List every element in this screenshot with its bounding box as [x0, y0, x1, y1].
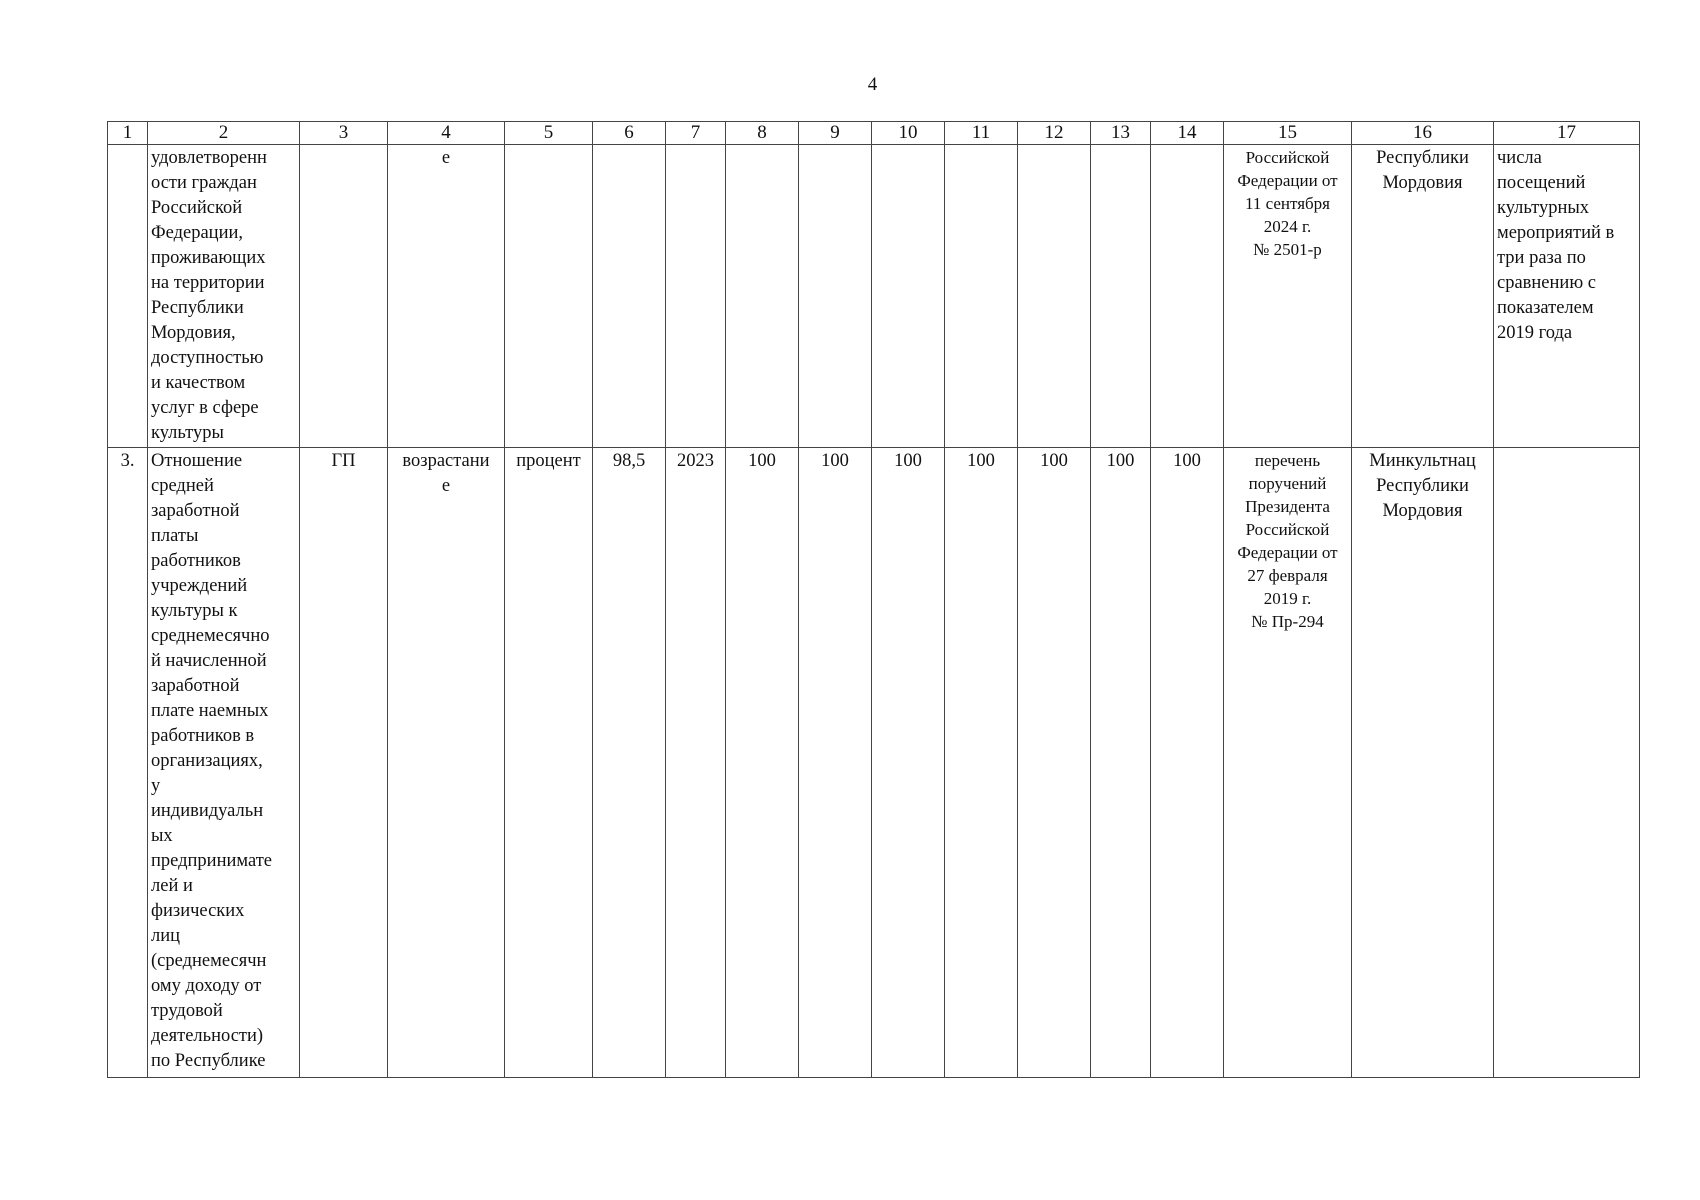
value-cell: 100	[726, 448, 799, 1078]
table-header-row	[108, 122, 1640, 145]
value-cell: 100	[1151, 448, 1224, 1078]
header-cell: 9	[799, 122, 872, 145]
header-cell: 11	[945, 122, 1018, 145]
value-cell	[726, 145, 799, 448]
header-cell: 2	[148, 122, 300, 145]
goal-link-cell	[1494, 448, 1640, 1078]
unit-cell: процент	[505, 448, 593, 1078]
value-cell	[872, 145, 945, 448]
header-cell: 16	[1352, 122, 1494, 145]
header-cell: 17	[1494, 122, 1640, 145]
value-cell: 100	[945, 448, 1018, 1078]
table-row	[108, 145, 1640, 448]
row-number-cell: 3.	[108, 448, 148, 1078]
base-year-cell	[666, 145, 726, 448]
indicators-table	[107, 121, 1640, 1078]
header-cell: 5	[505, 122, 593, 145]
base-year-cell: 2023	[666, 448, 726, 1078]
header-cell: 1	[108, 122, 148, 145]
indicator-name-cell: удовлетворенн ости граждан Российской Федерации, проживающих на территории Республики Мордовия, доступностью и качеством услуг в сфере культуры	[148, 145, 300, 448]
header-cell: 14	[1151, 122, 1224, 145]
value-cell: 100	[799, 448, 872, 1078]
value-cell	[1018, 145, 1091, 448]
value-cell	[1091, 145, 1151, 448]
header-cell: 8	[726, 122, 799, 145]
table-row	[108, 448, 1640, 1078]
value-cell	[945, 145, 1018, 448]
page-number: 4	[867, 74, 878, 95]
value-cell: 100	[1091, 448, 1151, 1078]
trend-cell: возрастани е	[388, 448, 505, 1078]
indicator-name-cell: Отношение средней заработной платы работников учреждений культуры к среднемесячно й начисленной заработной плате наемных работников в организациях, у индивидуальн ых предпринимате лей и физических лиц (среднемесячн ому доходу от трудовой деятельности) по Республике	[148, 448, 300, 1078]
base-value-cell	[593, 145, 666, 448]
trend-cell: е	[388, 145, 505, 448]
value-cell	[799, 145, 872, 448]
value-cell	[1151, 145, 1224, 448]
header-cell: 7	[666, 122, 726, 145]
header-cell: 3	[300, 122, 388, 145]
header-cell: 10	[872, 122, 945, 145]
unit-cell	[505, 145, 593, 448]
header-cell: 6	[593, 122, 666, 145]
document-basis-cell: перечень поручений Президента Российской Федерации от 27 февраля 2019 г. № Пр-294	[1224, 448, 1352, 1078]
level-cell	[300, 145, 388, 448]
goal-link-cell: числа посещений культурных мероприятий в три раза по сравнению с показателем 2019 года	[1494, 145, 1640, 448]
value-cell: 100	[1018, 448, 1091, 1078]
value-cell: 100	[872, 448, 945, 1078]
document-basis-cell: Российской Федерации от 11 сентября 2024 г. № 2501-р	[1224, 145, 1352, 448]
responsible-cell: Республики Мордовия	[1352, 145, 1494, 448]
level-cell: ГП	[300, 448, 388, 1078]
header-cell: 4	[388, 122, 505, 145]
base-value-cell: 98,5	[593, 448, 666, 1078]
row-number-cell	[108, 145, 148, 448]
responsible-cell: Минкультнац Республики Мордовия	[1352, 448, 1494, 1078]
header-cell: 13	[1091, 122, 1151, 145]
header-cell: 15	[1224, 122, 1352, 145]
header-cell: 12	[1018, 122, 1091, 145]
